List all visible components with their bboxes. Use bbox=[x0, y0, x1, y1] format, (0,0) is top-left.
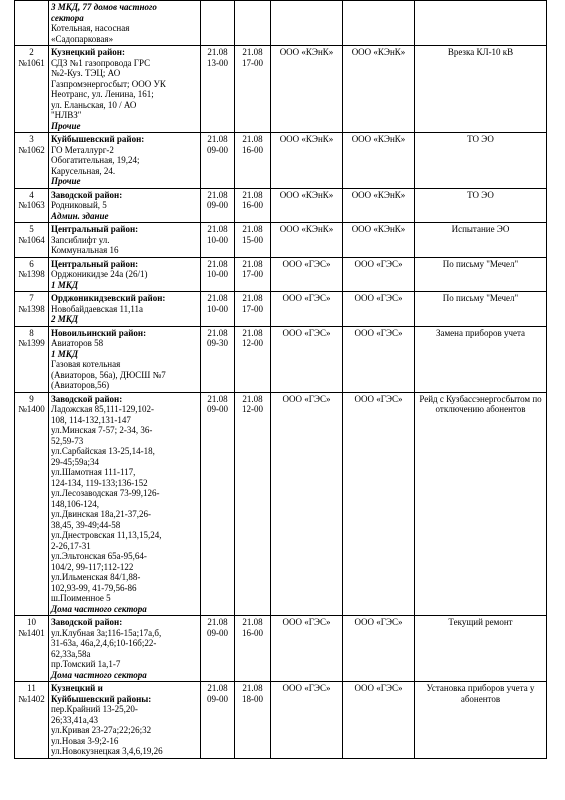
start-time: 09-30 bbox=[207, 338, 228, 348]
contractor-cell bbox=[343, 46, 415, 133]
address-line: 2-26,17-31 bbox=[51, 540, 91, 551]
end-time: 17-00 bbox=[242, 303, 263, 314]
reason-cell bbox=[415, 257, 547, 292]
start-time: 09-00 bbox=[207, 627, 228, 638]
start-date: 21.08 bbox=[207, 393, 228, 404]
start-cell bbox=[201, 292, 235, 327]
table-row bbox=[15, 133, 547, 189]
contractor-cell bbox=[343, 616, 415, 682]
row-number-cell bbox=[15, 46, 49, 133]
contractor: ООО «ГЭС» bbox=[354, 327, 403, 338]
organization-cell bbox=[271, 1, 343, 46]
reason-cell bbox=[415, 1, 547, 46]
address-line: Кузнецкий и bbox=[51, 683, 103, 693]
end-cell bbox=[235, 682, 271, 759]
registration-number: №1400 bbox=[18, 404, 45, 414]
row-number: 3 bbox=[29, 134, 34, 144]
row-number: 7 bbox=[29, 293, 34, 303]
organization: ООО «ГЭС» bbox=[282, 393, 331, 404]
table-row bbox=[15, 46, 547, 133]
address-line: пр.Томский 1а,1-7 bbox=[51, 659, 121, 669]
end-time: 16-00 bbox=[242, 200, 263, 210]
contractor-cell bbox=[343, 223, 415, 258]
reason-cell bbox=[415, 682, 547, 759]
table-row bbox=[15, 392, 547, 616]
registration-number: №1061 bbox=[18, 57, 45, 68]
start-time: 10-00 bbox=[207, 269, 228, 279]
start-cell bbox=[201, 392, 235, 616]
end-time: 15-00 bbox=[242, 234, 263, 245]
start-cell bbox=[201, 257, 235, 292]
address-line: Газпромэнергосбыт; ООО УК bbox=[51, 78, 166, 89]
table-row bbox=[15, 682, 547, 759]
row-number-cell bbox=[15, 133, 49, 189]
contractor: ООО «ГЭС» bbox=[354, 683, 403, 693]
end-cell bbox=[235, 616, 271, 682]
address-line: Карусельная, 24. bbox=[51, 165, 116, 176]
address-cell bbox=[49, 46, 201, 133]
end-cell bbox=[235, 392, 271, 616]
address-line: Центральный район: bbox=[51, 258, 139, 269]
address-line: 1 МКД bbox=[51, 279, 79, 290]
start-time: 09-00 bbox=[207, 200, 228, 210]
contractor-cell bbox=[343, 292, 415, 327]
address-line: Заводской район: bbox=[51, 393, 123, 404]
address-cell bbox=[49, 616, 201, 682]
address-line: 31-63а, 46а,2,4,6;10-16б;22- bbox=[51, 638, 157, 648]
reason-cell bbox=[415, 46, 547, 133]
row-number: 5 bbox=[29, 224, 34, 234]
start-cell bbox=[201, 682, 235, 759]
row-number-cell bbox=[15, 292, 49, 327]
contractor: ООО «КЭнК» bbox=[351, 224, 406, 234]
address-line: Коммунальная 16 bbox=[51, 245, 119, 255]
address-line: ш.Поименное 5 bbox=[51, 593, 111, 603]
organization: ООО «ГЭС» bbox=[282, 617, 331, 627]
row-number-cell bbox=[15, 1, 49, 46]
registration-number: №1398 bbox=[18, 303, 45, 314]
organization-cell bbox=[271, 682, 343, 759]
end-date: 21.08 bbox=[242, 47, 263, 57]
end-cell bbox=[235, 1, 271, 46]
row-number-cell bbox=[15, 257, 49, 292]
start-date: 21.08 bbox=[207, 617, 228, 627]
reason: ТО ЭО bbox=[467, 134, 494, 144]
address-cell bbox=[49, 223, 201, 258]
end-time: 16-00 bbox=[242, 627, 263, 638]
address-line: Куйбышевский районы: bbox=[51, 693, 152, 704]
address-line: 124-134, 119-133;136-152 bbox=[51, 477, 148, 488]
address-line: Авиаторов 58 bbox=[51, 338, 104, 348]
end-cell bbox=[235, 188, 271, 223]
address-line: 29-45;59а;34 bbox=[51, 456, 99, 467]
reason: По письму "Мечел" bbox=[442, 258, 519, 269]
reason-cell bbox=[415, 292, 547, 327]
organization-cell bbox=[271, 292, 343, 327]
end-date: 21.08 bbox=[242, 224, 263, 234]
address-cell bbox=[49, 292, 201, 327]
address-line: 38,45, 39-49;44-58 bbox=[51, 519, 121, 530]
address-line: 3 МКД, 77 домов частного bbox=[51, 2, 157, 12]
end-cell bbox=[235, 257, 271, 292]
reason: Испытание ЭО bbox=[451, 224, 510, 234]
address-line: ул.Двинская 18а,21-37,26- bbox=[51, 509, 151, 519]
address-line: Газовая котельная bbox=[51, 359, 121, 369]
address-line: 102,93-99, 41-79,56-86 bbox=[51, 582, 137, 593]
end-date: 21.08 bbox=[242, 683, 263, 693]
contractor-cell bbox=[343, 392, 415, 616]
reason-cell bbox=[415, 616, 547, 682]
address-line: Запсиблифт ул. bbox=[51, 234, 110, 245]
table-row bbox=[15, 1, 547, 46]
reason: Замена приборов учета bbox=[435, 327, 526, 338]
address-line: ул.Клубная 3а;116-15а;17а,б, bbox=[51, 627, 162, 638]
end-time: 17-00 bbox=[242, 57, 263, 68]
end-time: 12-00 bbox=[242, 338, 263, 348]
organization: ООО «КЭнК» bbox=[279, 47, 334, 57]
address-line: Орджоникидзе 24а (26/1) bbox=[51, 269, 148, 279]
address-line: (Авиаторов,56) bbox=[51, 380, 110, 390]
start-date: 21.08 bbox=[207, 134, 228, 144]
start-time: 13-00 bbox=[207, 57, 228, 68]
reason: Рейд с Кузбассэнергосбытом по отключению абонентов bbox=[419, 393, 542, 414]
address-line: 26;33,41а,43 bbox=[51, 714, 98, 725]
end-cell bbox=[235, 223, 271, 258]
address-cell bbox=[49, 326, 201, 392]
registration-number: №1398 bbox=[18, 269, 45, 279]
row-number-cell bbox=[15, 188, 49, 223]
reason: Установка приборов учета у абонентов bbox=[426, 683, 535, 704]
address-line: Неотранс, ул. Ленина, 161; bbox=[51, 89, 154, 99]
reason-cell bbox=[415, 188, 547, 223]
table-row bbox=[15, 616, 547, 682]
end-date: 21.08 bbox=[242, 258, 263, 269]
address-line: Обогатительная, 19,24; bbox=[51, 155, 140, 165]
address-line: 62,33а,58а bbox=[51, 648, 91, 659]
address-line: ул.Кривая 23-27а;22;26;32 bbox=[51, 725, 152, 735]
start-time: 09-00 bbox=[207, 404, 228, 414]
row-number: 11 bbox=[27, 683, 36, 693]
address-line: Ладожская 85,111-129,102- bbox=[51, 404, 154, 414]
address-line: Куйбышевский район: bbox=[51, 134, 145, 144]
start-date: 21.08 bbox=[207, 258, 228, 269]
organization-cell bbox=[271, 46, 343, 133]
address-line: «Садопарковая» bbox=[51, 33, 114, 44]
address-line: 52,59-73 bbox=[51, 435, 84, 446]
address-line: СДЗ №1 газопровода ГРС bbox=[51, 57, 151, 68]
organization: ООО «КЭнК» bbox=[279, 189, 334, 200]
end-cell bbox=[235, 292, 271, 327]
table-row bbox=[15, 292, 547, 327]
contractor: ООО «ГЭС» bbox=[354, 293, 403, 303]
row-number: 8 bbox=[29, 327, 34, 338]
row-number-cell bbox=[15, 326, 49, 392]
end-date: 21.08 bbox=[242, 293, 263, 303]
row-number: 9 bbox=[29, 393, 34, 404]
registration-number: №1402 bbox=[18, 693, 45, 704]
address-cell bbox=[49, 257, 201, 292]
start-cell bbox=[201, 616, 235, 682]
start-time: 10-00 bbox=[207, 234, 228, 245]
contractor: ООО «ГЭС» bbox=[354, 258, 403, 269]
table-row bbox=[15, 188, 547, 223]
start-date: 21.08 bbox=[207, 224, 228, 234]
organization: ООО «ГЭС» bbox=[282, 293, 331, 303]
table-row bbox=[15, 326, 547, 392]
organization-cell bbox=[271, 223, 343, 258]
end-cell bbox=[235, 326, 271, 392]
contractor: ООО «ГЭС» bbox=[354, 393, 403, 404]
row-number-cell bbox=[15, 616, 49, 682]
address-line: Новобайдаевская 11,11а bbox=[51, 303, 144, 314]
address-line: Новоильинский район: bbox=[51, 327, 147, 338]
reason: Врезка КЛ-10 кВ bbox=[447, 47, 514, 57]
row-number-cell bbox=[15, 223, 49, 258]
organization: ООО «ГЭС» bbox=[282, 327, 331, 338]
organization: ООО «КЭнК» bbox=[279, 134, 334, 144]
address-line: 2 МКД bbox=[51, 314, 79, 324]
address-line: сектора bbox=[51, 12, 84, 23]
address-line: Заводской район: bbox=[51, 617, 123, 627]
address-cell bbox=[49, 133, 201, 189]
address-line: ул.Ильменская 84/1,88- bbox=[51, 572, 141, 582]
address-line: Родниковый, 5 bbox=[51, 200, 107, 210]
address-line: ул.Днестровская 11,13,15,24, bbox=[51, 530, 162, 540]
address-line: ул.Эльтонская 65а-95,64- bbox=[51, 551, 147, 561]
address-cell bbox=[49, 1, 201, 46]
organization-cell bbox=[271, 133, 343, 189]
contractor: ООО «КЭнК» bbox=[351, 47, 406, 57]
organization-cell bbox=[271, 326, 343, 392]
start-time: 09-00 bbox=[207, 144, 228, 155]
organization-cell bbox=[271, 188, 343, 223]
contractor-cell bbox=[343, 1, 415, 46]
start-time: 10-00 bbox=[207, 303, 228, 314]
start-date: 21.08 bbox=[207, 189, 228, 200]
contractor: ООО «КЭнК» bbox=[351, 134, 406, 144]
contractor-cell bbox=[343, 682, 415, 759]
organization: ООО «ГЭС» bbox=[282, 683, 331, 693]
outage-schedule-table bbox=[14, 0, 547, 759]
registration-number: №1399 bbox=[18, 338, 45, 348]
address-line: ул. Еланьская, 10 / АО bbox=[51, 99, 137, 110]
address-line: "НЛВЗ" bbox=[51, 110, 82, 120]
contractor-cell bbox=[343, 133, 415, 189]
address-line: №2-Куз. ТЭЦ; АО bbox=[51, 68, 121, 78]
end-date: 21.08 bbox=[242, 189, 263, 200]
registration-number: №1062 bbox=[18, 144, 45, 155]
address-line: Заводской район: bbox=[51, 189, 123, 200]
registration-number: №1063 bbox=[18, 200, 45, 210]
start-date: 21.08 bbox=[207, 327, 228, 338]
contractor-cell bbox=[343, 188, 415, 223]
registration-number: №1064 bbox=[18, 234, 45, 245]
organization: ООО «ГЭС» bbox=[282, 258, 331, 269]
row-number: 4 bbox=[29, 189, 34, 200]
address-line: 1 МКД bbox=[51, 348, 79, 359]
end-date: 21.08 bbox=[242, 393, 263, 404]
start-cell bbox=[201, 188, 235, 223]
address-line: Админ. здание bbox=[51, 210, 109, 221]
row-number-cell bbox=[15, 682, 49, 759]
reason-cell bbox=[415, 223, 547, 258]
address-line: Дома частного сектора bbox=[51, 603, 147, 614]
address-cell bbox=[49, 392, 201, 616]
address-cell bbox=[49, 682, 201, 759]
reason-cell bbox=[415, 392, 547, 616]
address-line: ул.Минская 7-57; 2-34, 36- bbox=[51, 425, 153, 435]
start-date: 21.08 bbox=[207, 293, 228, 303]
address-line: Котельная, насосная bbox=[51, 23, 130, 33]
end-time: 18-00 bbox=[242, 693, 263, 704]
contractor: ООО «ГЭС» bbox=[354, 617, 403, 627]
start-date: 21.08 bbox=[207, 47, 228, 57]
address-line: ГО Металлург-2 bbox=[51, 144, 114, 155]
end-cell bbox=[235, 133, 271, 189]
address-line: 108, 114-132,131-147 bbox=[51, 414, 131, 425]
address-line: Центральный район: bbox=[51, 224, 139, 234]
reason: По письму "Мечел" bbox=[442, 293, 519, 303]
end-date: 21.08 bbox=[242, 327, 263, 338]
table-row bbox=[15, 223, 547, 258]
reason: Текущий ремонт bbox=[448, 617, 513, 627]
end-cell bbox=[235, 46, 271, 133]
start-cell bbox=[201, 1, 235, 46]
end-time: 12-00 bbox=[242, 404, 263, 414]
address-line: Прочие bbox=[51, 120, 81, 131]
address-cell bbox=[49, 188, 201, 223]
row-number: 2 bbox=[29, 47, 34, 57]
end-time: 17-00 bbox=[242, 269, 263, 279]
reason-cell bbox=[415, 326, 547, 392]
start-cell bbox=[201, 326, 235, 392]
reason: ТО ЭО bbox=[467, 189, 494, 200]
address-line: ул.Новокузнецкая 3,4,6,19,26 bbox=[51, 746, 163, 756]
organization: ООО «КЭнК» bbox=[279, 224, 334, 234]
row-number: 10 bbox=[27, 617, 36, 627]
row-number: 6 bbox=[29, 258, 34, 269]
end-date: 21.08 bbox=[242, 134, 263, 144]
contractor-cell bbox=[343, 326, 415, 392]
address-line: ул.Лесозаводская 73-99,126- bbox=[51, 488, 160, 498]
address-line: ул.Сарбайская 13-25,14-18, bbox=[51, 446, 155, 456]
contractor: ООО «КЭнК» bbox=[351, 189, 406, 200]
address-line: Кузнецкий район: bbox=[51, 47, 125, 57]
end-time: 16-00 bbox=[242, 144, 263, 155]
address-line: пер.Крайний 13-25,20- bbox=[51, 704, 138, 714]
end-date: 21.08 bbox=[242, 617, 263, 627]
registration-number: №1401 bbox=[18, 627, 45, 638]
address-line: Прочие bbox=[51, 176, 81, 186]
address-line: 148,106-124, bbox=[51, 498, 99, 509]
organization-cell bbox=[271, 616, 343, 682]
row-number-cell bbox=[15, 392, 49, 616]
address-line: ул.Шамотная 111-117, bbox=[51, 467, 136, 477]
start-date: 21.08 bbox=[207, 683, 228, 693]
table-row bbox=[15, 257, 547, 292]
contractor-cell bbox=[343, 257, 415, 292]
address-line: (Авиаторов, 56а), ДЮСШ №7 bbox=[51, 369, 166, 380]
start-time: 09-00 bbox=[207, 693, 228, 704]
address-line: 104/2, 99-117;112-122 bbox=[51, 561, 134, 572]
organization-cell bbox=[271, 392, 343, 616]
start-cell bbox=[201, 133, 235, 189]
organization-cell bbox=[271, 257, 343, 292]
address-line: ул.Новая 3-9;2-16 bbox=[51, 735, 119, 746]
start-cell bbox=[201, 223, 235, 258]
address-line: Орджоникидзевский район: bbox=[51, 293, 166, 303]
start-cell bbox=[201, 46, 235, 133]
reason-cell bbox=[415, 133, 547, 189]
address-line: Дома частного сектора bbox=[51, 669, 147, 680]
